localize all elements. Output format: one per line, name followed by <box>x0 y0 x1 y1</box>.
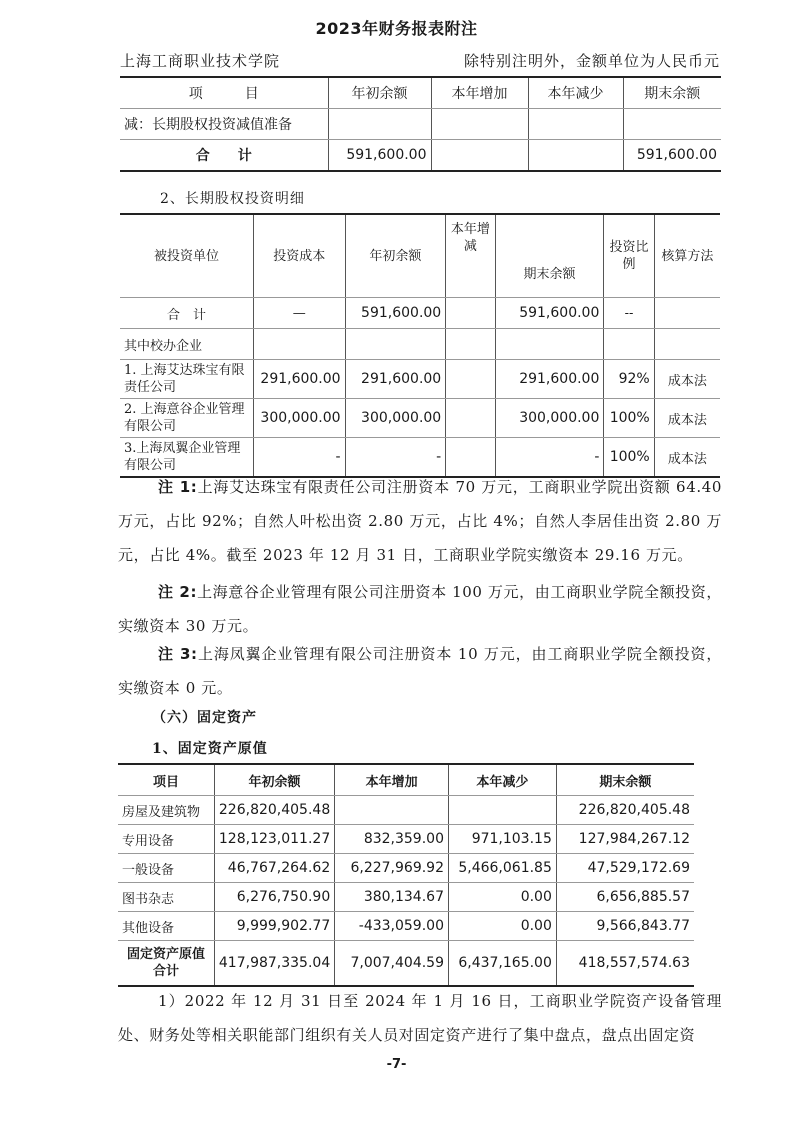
cell: 591,600.00 <box>345 298 446 329</box>
row-label: 专用设备 <box>118 825 214 854</box>
cell: 226,820,405.48 <box>556 796 694 825</box>
cell: 971,103.15 <box>448 825 556 854</box>
table-row <box>120 360 720 399</box>
subsection-heading-original-value: 1、固定资产原值 <box>152 741 268 757</box>
table-header-row <box>118 764 694 796</box>
header-cell: 核算方法 <box>654 214 720 298</box>
header-cell: 投资成本 <box>254 214 346 298</box>
note-3 <box>118 637 722 705</box>
cell: 291,600.00 <box>345 360 446 399</box>
cell: 380,134.67 <box>335 883 449 912</box>
cell: 0.00 <box>448 883 556 912</box>
cell: 46,767,264.62 <box>214 854 334 883</box>
table-header-row <box>120 214 720 298</box>
header-cell: 本年增加 <box>335 764 449 796</box>
cell <box>528 109 623 140</box>
cell: 100% <box>604 399 654 438</box>
table-row <box>118 825 694 854</box>
cell: 6,227,969.92 <box>335 854 449 883</box>
cell: 6,656,885.57 <box>556 883 694 912</box>
table-row <box>120 399 720 438</box>
header-cell: 本年减少 <box>448 764 556 796</box>
cell: 0.00 <box>448 912 556 941</box>
cell: 832,359.00 <box>335 825 449 854</box>
row-label: 图书杂志 <box>118 883 214 912</box>
cell: 291,600.00 <box>254 360 346 399</box>
cell: — <box>254 298 346 329</box>
header-cell: 期末余额 <box>623 77 721 109</box>
cell: 128,123,011.27 <box>214 825 334 854</box>
cell <box>446 360 495 399</box>
fixed-assets-table <box>118 763 694 987</box>
row-label: 合 计 <box>120 298 254 329</box>
cell: 9,999,902.77 <box>214 912 334 941</box>
cell <box>604 329 654 360</box>
cell <box>345 329 446 360</box>
row-label: 其他设备 <box>118 912 214 941</box>
cell <box>446 329 495 360</box>
note-2 <box>118 575 722 643</box>
table-row <box>118 883 694 912</box>
investment-detail-table <box>120 213 720 478</box>
row-label: 合 计 <box>195 148 252 164</box>
cell: - <box>254 438 346 478</box>
cell: 92% <box>604 360 654 399</box>
header-cell: 期末余额 <box>495 214 604 298</box>
table-row-total <box>120 298 720 329</box>
cell: 418,557,574.63 <box>556 941 694 987</box>
header-cell: 项 目 <box>120 77 328 109</box>
cell: 300,000.00 <box>495 399 604 438</box>
cell <box>254 329 346 360</box>
row-label: 房屋及建筑物 <box>118 796 214 825</box>
header-cell: 项目 <box>118 764 214 796</box>
header-cell: 年初余额 <box>328 77 431 109</box>
row-label: 固定资产原值合计 <box>118 941 214 987</box>
header-cell: 被投资单位 <box>120 214 254 298</box>
cell: -- <box>604 298 654 329</box>
cell: 7,007,404.59 <box>335 941 449 987</box>
cell <box>431 109 528 140</box>
cell: 300,000.00 <box>254 399 346 438</box>
header-cell: 期末余额 <box>556 764 694 796</box>
table-row-group <box>120 329 720 360</box>
cell: 47,529,172.69 <box>556 854 694 883</box>
cell <box>654 329 720 360</box>
document-header <box>120 50 720 71</box>
cell <box>654 298 720 329</box>
note-text: 上海艾达珠宝有限责任公司注册资本 70 万元，工商职业学院出资额 64.40 万元，占比 92%；自然人叶松出资 2.80 万元，占比 4%；自然人李居佳出资 2.80 万元，占比 4%。截至 2023 年 12 月 31 日，工商职业学院实缴资本 29.16 万元。 <box>118 478 722 564</box>
row-label: 减：长期股权投资减值准备 <box>120 109 328 140</box>
header-cell: 本年增加 <box>431 77 528 109</box>
organization-name: 上海工商职业技术学院 <box>120 52 281 70</box>
cell <box>623 109 721 140</box>
cell <box>335 796 449 825</box>
cell: 成本法 <box>654 399 720 438</box>
header-cell: 年初余额 <box>214 764 334 796</box>
closing-paragraph: 1）2022 年 12 月 31 日至 2024 年 1 月 16 日，工商职业学院资产设备管理处、财务处等相关职能部门组织有关人员对固定资产进行了集中盘点，盘点出固定资 <box>118 992 722 1044</box>
header-cell: 本年减少 <box>528 77 623 109</box>
cell: 226,820,405.48 <box>214 796 334 825</box>
row-label: 2. 上海意谷企业管理有限公司 <box>120 399 254 438</box>
cell: 127,984,267.12 <box>556 825 694 854</box>
cell: 6,437,165.00 <box>448 941 556 987</box>
currency-unit-note: 除特别注明外，金额单位为人民币元 <box>463 52 720 70</box>
cell: 5,466,061.85 <box>448 854 556 883</box>
header-cell: 投资比例 <box>604 214 654 298</box>
note-label: 注 2: <box>158 583 198 601</box>
row-label: 一般设备 <box>118 854 214 883</box>
table-row-total <box>120 140 721 172</box>
cell: - <box>495 438 604 478</box>
section-heading-investment-detail: 2、长期股权投资明细 <box>160 191 305 207</box>
row-label: 1. 上海艾达珠宝有限责任公司 <box>120 360 254 399</box>
header-cell: 本年增减 <box>446 214 495 298</box>
row-label: 其中校办企业 <box>120 329 254 360</box>
note-label: 注 3: <box>158 645 198 663</box>
cell <box>448 796 556 825</box>
table-row <box>118 796 694 825</box>
cell: 291,600.00 <box>495 360 604 399</box>
table-row <box>118 854 694 883</box>
section-heading-fixed-assets: （六）固定资产 <box>152 710 257 726</box>
cell <box>528 140 623 172</box>
note-1 <box>118 470 722 572</box>
cell: 成本法 <box>654 360 720 399</box>
table-row-total <box>118 941 694 987</box>
note-text: 上海意谷企业管理有限公司注册资本 100 万元，由工商职业学院全额投资，实缴资本 30 万元。 <box>118 583 722 635</box>
cell: 591,600.00 <box>328 140 431 172</box>
impairment-summary-table <box>120 76 721 172</box>
cell <box>328 109 431 140</box>
table-header-row <box>120 77 721 109</box>
cell <box>446 399 495 438</box>
cell <box>495 329 604 360</box>
header-cell: 年初余额 <box>345 214 446 298</box>
cell: 591,600.00 <box>495 298 604 329</box>
cell: 6,276,750.90 <box>214 883 334 912</box>
note-text: 上海凤翼企业管理有限公司注册资本 10 万元，由工商职业学院全额投资，实缴资本 0 元。 <box>118 645 722 697</box>
document-title: 2023年财务报表附注 <box>315 19 478 38</box>
row-label: 3.上海凤翼企业管理有限公司 <box>120 438 254 478</box>
page-number: -7- <box>386 1057 407 1072</box>
cell <box>431 140 528 172</box>
cell: 417,987,335.04 <box>214 941 334 987</box>
note-label: 注 1: <box>158 478 198 496</box>
cell: 300,000.00 <box>345 399 446 438</box>
cell: 9,566,843.77 <box>556 912 694 941</box>
cell <box>446 298 495 329</box>
table-row <box>120 109 721 140</box>
cell: -433,059.00 <box>335 912 449 941</box>
cell: 591,600.00 <box>623 140 721 172</box>
table-row <box>118 912 694 941</box>
cell: 100% <box>604 438 654 478</box>
cell: - <box>345 438 446 478</box>
cell: 成本法 <box>654 438 720 478</box>
